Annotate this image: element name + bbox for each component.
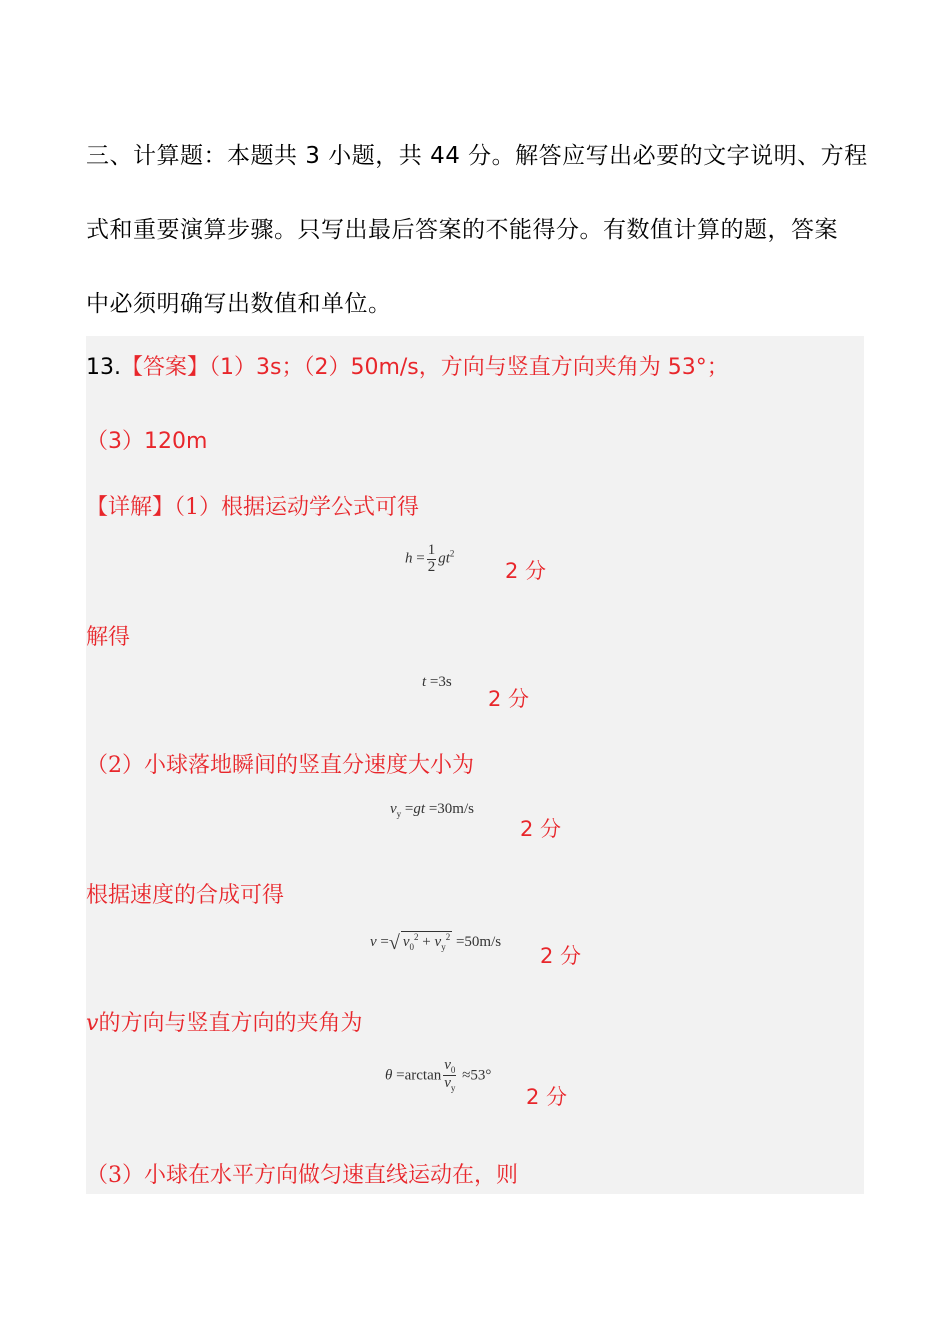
detail-line1: [86, 490, 419, 521]
equation-5: θ =arctan $\frac{v_0}{v_y}$ ≈53°: [385, 1057, 492, 1094]
detail-tag: 【详解】: [86, 495, 175, 520]
equation-3: $v_y =gt =30m/s$: [390, 801, 474, 819]
sqrt-body: $v_0^2 + v_y^2$: [402, 932, 451, 952]
score-2: 2 分: [488, 687, 530, 711]
equation-1: h = $\frac{1}{2}$ $gt^2$: [405, 542, 455, 575]
detail-p1: （1）根据运动学公式可得: [174, 495, 420, 520]
score-3: 2 分: [520, 817, 562, 841]
equation-4: v =√ $v_0^2 + v_y^2 =50m/s$: [370, 932, 502, 954]
section-heading-line3: 中必须明确写出数值和单位。: [86, 291, 392, 317]
section-heading-line1: 三、计算题：本题共 3 小题，共 44 分。解答应写出必要的文字说明、方程: [86, 143, 868, 169]
detail-p6: （3）小球在水平方向做匀速直线运动在，则: [86, 1163, 518, 1188]
fraction: $\frac{1}{2}$: [427, 542, 436, 575]
score-1: 2 分: [505, 559, 547, 583]
answer-line1: [86, 350, 729, 381]
detail-p3: （2）小球落地瞬间的竖直分速度大小为: [86, 753, 474, 778]
question-number: 13.: [86, 355, 121, 380]
answer-tag: 【答案】: [121, 355, 210, 380]
sqrt-icon: √: [388, 932, 400, 954]
detail-p2: 解得: [86, 625, 131, 650]
answer-line2: （3）120m: [86, 429, 208, 454]
score-4: 2 分: [540, 944, 582, 968]
score-5: 2 分: [526, 1085, 568, 1109]
answer-line1-text: （1）3s；（2）50m/s，方向与竖直方向夹角为 53°；: [209, 355, 729, 380]
equation-2: t =3s: [422, 674, 452, 690]
detail-p4: 根据速度的合成可得: [86, 883, 285, 908]
section-heading-line2: 式和重要演算步骤。只写出最后答案的不能得分。有数值计算的题，答案: [86, 217, 838, 243]
detail-p5: v的方向与竖直方向的夹角为: [86, 1011, 363, 1036]
fraction: $\frac{v_0}{v_y}$: [444, 1057, 456, 1094]
